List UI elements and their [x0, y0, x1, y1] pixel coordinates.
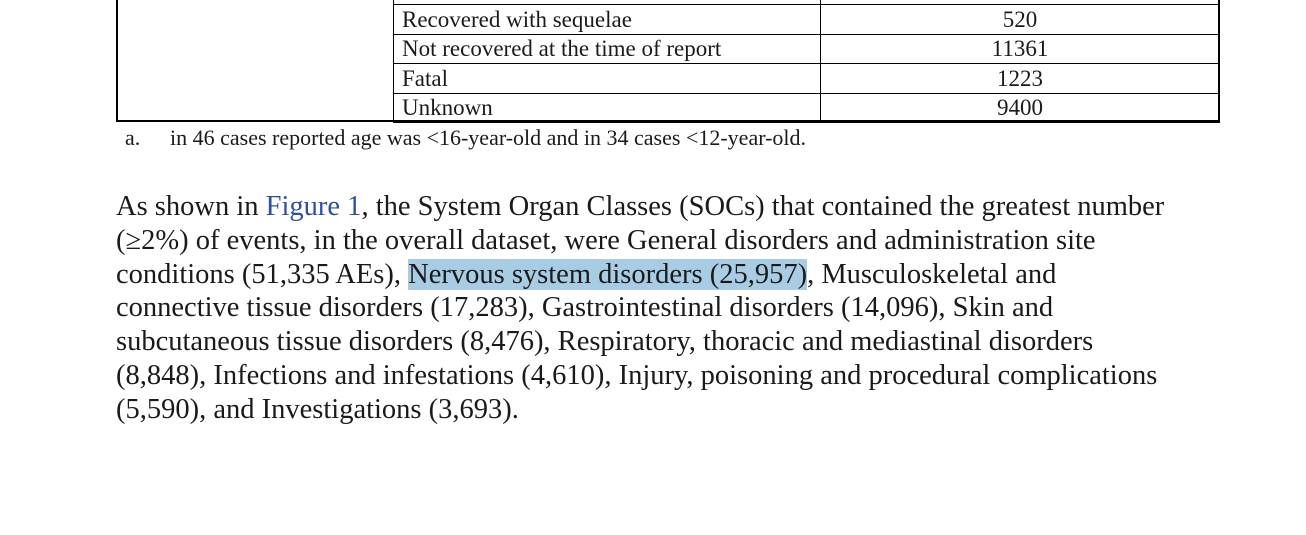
text-segment: , Musculoskeletal and: [807, 258, 1057, 290]
text-segment: , the System Organ Classes (SOCs) that contained the greatest number: [361, 191, 1165, 222]
table-cell-label: Recovered with sequelae: [394, 5, 821, 35]
paragraph-line: connective tissue disorders (17,283), Gastrointestinal disorders (14,096), Skin and: [116, 292, 1054, 324]
paragraph-line: [116, 190, 1216, 224]
table-cell-value: 1223: [821, 64, 1220, 94]
paragraph-line: (8,848), Infections and infestations (4,610), Injury, poisoning and procedural complications: [116, 359, 1158, 391]
text-segment: As shown in: [116, 191, 266, 222]
table-row: [394, 5, 1220, 35]
table-cell-label: Fatal: [394, 64, 821, 94]
body-paragraph: [116, 190, 1216, 427]
table-footnote: [125, 125, 806, 151]
text-segment: conditions (51,335 AEs),: [116, 258, 409, 290]
paragraph-line: subcutaneous tissue disorders (8,476), Respiratory, thoracic and mediastinal disorders: [116, 326, 1094, 358]
paragraph-line: (5,590), and Investigations (3,693).: [116, 393, 519, 425]
outcome-table: [393, 0, 1220, 123]
table-row: [394, 93, 1220, 123]
paragraph-line: (≥2%) of events, in the overall dataset, were General disorders and administration site: [116, 224, 1096, 256]
table-cell-value: 11361: [821, 34, 1220, 64]
table-cell-value: 9400: [821, 93, 1220, 123]
footnote-marker: a.: [125, 125, 141, 150]
table-cell-label: Unknown: [394, 93, 821, 123]
paragraph-line: [116, 258, 1216, 292]
table-row: [394, 34, 1220, 64]
table-cell-value: 520: [821, 5, 1220, 35]
table-row: [394, 64, 1220, 94]
footnote-text: in 46 cases reported age was <16-year-old and in 34 cases <12-year-old.: [170, 125, 807, 150]
figure-1-link[interactable]: Figure 1: [265, 191, 362, 222]
table-cell-label: Not recovered at the time of report: [394, 34, 821, 64]
selected-text[interactable]: Nervous system disorders (25,957): [408, 258, 808, 290]
